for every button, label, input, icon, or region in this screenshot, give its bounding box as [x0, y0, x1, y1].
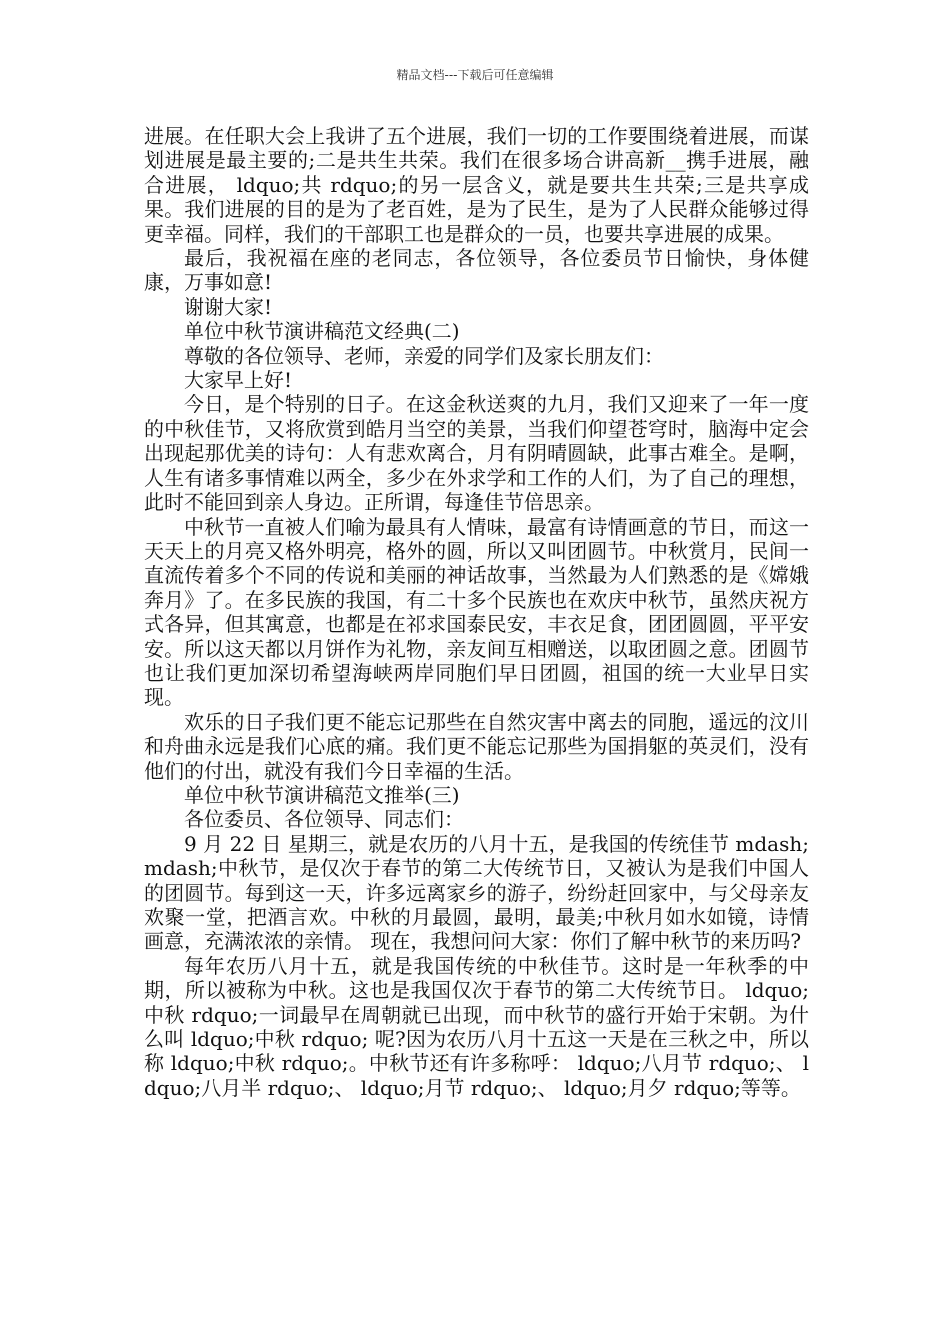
paragraph: 今日，是个特别的日子。在这金秋送爽的九月，我们又迎来了一年一度的中秋佳节，又将欣赏到皓月当空的美景，当我们仰望苍穹时，脑海中定会出现起那优美的诗句：人有悲欢离合，月有阴晴圆缺，此事古难全。是啊，人生有诸多事情难以两全，多少在外求学和工作的人们，为了自己的理想，此时不能回到亲人身边。正所谓，每逢佳节倍思亲。 [144, 392, 809, 515]
page-header: 精品文档---下载后可任意编辑 [396, 68, 554, 82]
greeting: 大家早上好! [184, 368, 293, 393]
paragraph: 欢乐的日子我们更不能忘记那些在自然灾害中离去的同胞，遥远的汶川和舟曲永远是我们心底的痛。我们更不能忘记那些为国捐躯的英灵们，没有他们的付出，就没有我们今日幸福的生活。 [144, 709, 809, 783]
document-body [144, 124, 809, 1100]
section-heading: 单位中秋节演讲稿范文经典(二) [184, 319, 460, 344]
paragraph: 进展。在任职大会上我讲了五个进展，我们一切的工作要围绕着进展，而谋划进展是最主要的;二是共生共荣。我们在很多场合讲高新__携手进展，融合进展， ldquo;共 rdquo;的另一层含义，就是要共生共荣;三是共享成果。我们进展的目的是为了老百姓，是为了民生，是为了人民群众能够过得更幸福。同样，我们的干部职工也是群众的一员，也要共享进展的成果。 [144, 124, 809, 246]
paragraph: 中秋节一直被人们喻为最具有人情味，最富有诗情画意的节日，而这一天天上的月亮又格外明亮，格外的圆，所以又叫团圆节。中秋赏月，民间一直流传着多个不同的传说和美丽的神话故事，当然最为人们熟悉的是《嫦娥奔月》了。在多民族的我国，有二十多个民族也在欢庆中秋节，虽然庆祝方式各异，但其寓意，也都是在祁求国泰民安，丰衣足食，团团圆圆，平平安安。所以这天都以月饼作为礼物，亲友间互相赠送，以取团圆之意。团圆节也让我们更加深切希望海峡两岸同胞们早日团圆，祖国的统一大业早日实现。 [144, 514, 809, 710]
salutation: 各位委员、各位领导、同志们： [184, 807, 464, 832]
paragraph: 谢谢大家! [184, 294, 273, 319]
salutation: 尊敬的各位领导、老师，亲爱的同学们及家长朋友们： [184, 343, 664, 368]
paragraph: 9 月 22 日 星期三，就是农历的八月十五，是我国的传统佳节 mdash; mdash;中秋节，是仅次于春节的第二大传统节日，又被认为是我们中国人的团圆节。每到这一天，许多远离家乡的游子，纷纷赶回家中，与父母亲友欢聚一堂，把酒言欢。中秋的月最圆，最明，最美;中秋月如水如镜，诗情画意，充满浓浓的亲情。 现在，我想问问大家：你们了解中秋节的来历吗? [144, 831, 809, 954]
paragraph: 每年农历八月十五，就是我国传统的中秋佳节。这时是一年秋季的中期，所以被称为中秋。这也是我国仅次于春节的第二大传统节日。 ldquo;中秋 rdquo;一词最早在周朝就已出现，而中秋节的盛行开始于宋朝。为什么叫 ldquo;中秋 rdquo; 呢?因为农历八月十五这一天是在三秋之中，所以称 ldquo;中秋 rdquo;。中秋节还有许多称呼： ldquo;八月节 rdquo;、 ldquo;八月半 rdquo;、 ldquo;月节 rdquo;、 ldquo;月夕 rdquo;等等。 [144, 953, 809, 1100]
paragraph: 最后，我祝福在座的老同志，各位领导，各位委员节日愉快，身体健康，万事如意! [144, 246, 809, 295]
section-heading: 单位中秋节演讲稿范文推举(三) [184, 782, 460, 807]
